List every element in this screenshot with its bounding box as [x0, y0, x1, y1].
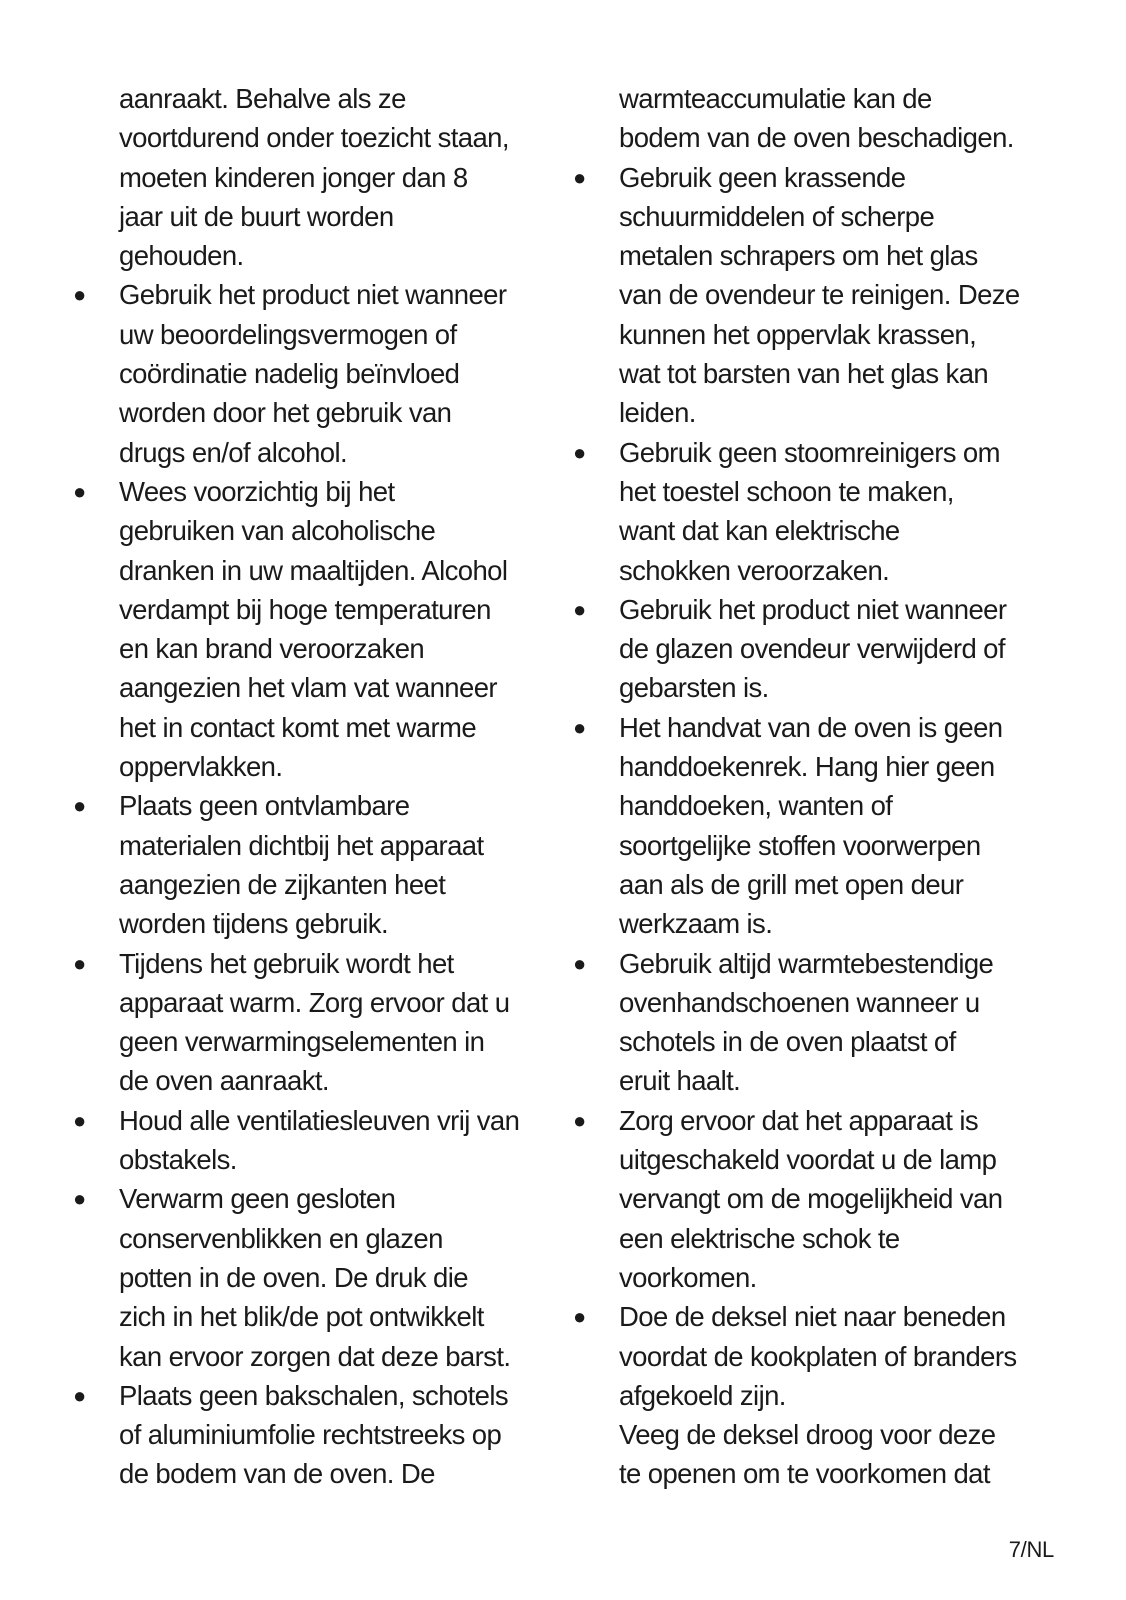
line-text: Gebruik het product niet wanneer [119, 279, 507, 311]
text-line [70, 904, 540, 943]
text-line [70, 197, 540, 236]
line-text: Houd alle ventilatiesleuven vrij van [119, 1104, 520, 1136]
text-line [570, 826, 1060, 865]
bullet-list-item-line [570, 590, 1060, 629]
line-text: zich in het blik/de pot ontwikkelt [119, 1301, 484, 1333]
text-line [70, 1219, 540, 1258]
line-text: het toestel schoon te maken, [619, 475, 954, 507]
text-line [570, 786, 1060, 825]
text-line [570, 747, 1060, 786]
bullet-list-item-line [570, 158, 1060, 197]
line-text: coördinatie nadelig beïnvloed [119, 358, 460, 390]
bullet-list-item-line [570, 1101, 1060, 1140]
line-text: Gebruik geen stoomreinigers om [619, 436, 1000, 468]
line-text: verdampt bij hoge temperaturen [119, 593, 491, 625]
line-text: conservenblikken en glazen [119, 1222, 443, 1254]
line-text: Gebruik het product niet wanneer [619, 593, 1007, 625]
line-text: Tijdens het gebruik wordt het [119, 947, 454, 979]
bullet-icon: ● [73, 1382, 86, 1408]
line-text: gehouden. [119, 240, 244, 272]
text-line [570, 1022, 1060, 1061]
bullet-icon: ● [73, 282, 86, 308]
text-line [70, 708, 540, 747]
text-line [70, 511, 540, 550]
text-line [570, 197, 1060, 236]
text-line [70, 433, 540, 472]
text-line [70, 1454, 540, 1493]
line-text: handdoekenrek. Hang hier geen [619, 751, 995, 783]
line-text: de oven aanraakt. [119, 1065, 329, 1097]
text-line [570, 983, 1060, 1022]
line-text: Gebruik geen krassende [619, 161, 906, 193]
line-text: gebarsten is. [619, 672, 769, 704]
line-text: wat tot barsten van het glas kan [619, 358, 989, 390]
bullet-icon: ● [573, 714, 586, 740]
bullet-list-item-line [70, 472, 540, 511]
text-line [570, 865, 1060, 904]
line-text: Plaats geen ontvlambare [119, 790, 410, 822]
text-line [70, 551, 540, 590]
line-text: Gebruik altijd warmtebestendige [619, 947, 994, 979]
bullet-icon: ● [573, 1107, 586, 1133]
line-text: voortdurend onder toezicht staan, [119, 122, 509, 154]
bullet-icon: ● [73, 950, 86, 976]
text-line [570, 1415, 1060, 1454]
line-text: te openen om te voorkomen dat [619, 1458, 990, 1490]
line-text: apparaat warm. Zorg ervoor dat u [119, 986, 510, 1018]
text-line [70, 590, 540, 629]
line-text: voordat de kookplaten of branders [619, 1340, 1017, 1372]
text-line [70, 118, 540, 157]
bullet-icon: ● [73, 478, 86, 504]
bullet-icon: ● [73, 793, 86, 819]
line-text: schokken veroorzaken. [619, 554, 890, 586]
bullet-list-item-line [570, 433, 1060, 472]
line-text: leiden. [619, 397, 696, 429]
text-line [570, 354, 1060, 393]
line-text: obstakels. [119, 1144, 237, 1176]
bullet-icon: ● [573, 596, 586, 622]
line-text: uw beoordelingsvermogen of [119, 318, 457, 350]
line-text: dranken in uw maaltijden. Alcohol [119, 554, 508, 586]
bullet-list-item-line [70, 944, 540, 983]
text-line [570, 118, 1060, 157]
bullet-list-item-line [570, 708, 1060, 747]
line-text: eruit haalt. [619, 1065, 741, 1097]
left-column [70, 79, 540, 1494]
line-text: kunnen het oppervlak krassen, [619, 318, 977, 350]
text-line [570, 1061, 1060, 1100]
text-line [70, 629, 540, 668]
line-text: Het handvat van de oven is geen [619, 711, 1003, 743]
text-line [570, 1219, 1060, 1258]
line-text: de glazen ovendeur verwijderd of [619, 633, 1005, 665]
line-text: schuurmiddelen of scherpe [619, 200, 935, 232]
line-text: gebruiken van alcoholische [119, 515, 436, 547]
line-text: aangezien de zijkanten heet [119, 868, 446, 900]
text-line [70, 747, 540, 786]
text-line [570, 275, 1060, 314]
text-line [70, 1022, 540, 1061]
line-text: een elektrische schok te [619, 1222, 900, 1254]
line-text: worden door het gebruik van [119, 397, 452, 429]
text-line [570, 668, 1060, 707]
line-text: werkzaam is. [619, 908, 773, 940]
line-text: uitgeschakeld voordat u de lamp [619, 1144, 997, 1176]
text-line [570, 472, 1060, 511]
line-text: soortgelijke stoffen voorwerpen [619, 829, 981, 861]
text-line [570, 236, 1060, 275]
text-line [570, 1140, 1060, 1179]
text-line [70, 1415, 540, 1454]
line-text: Verwarm geen gesloten [119, 1183, 396, 1215]
bullet-icon: ● [573, 950, 586, 976]
bullet-icon: ● [573, 164, 586, 190]
text-line [570, 393, 1060, 432]
text-line [70, 1061, 540, 1100]
text-line [570, 551, 1060, 590]
text-line [570, 904, 1060, 943]
line-text: potten in de oven. De druk die [119, 1261, 468, 1293]
line-text: moeten kinderen jonger dan 8 [119, 161, 468, 193]
line-text: kan ervoor zorgen dat deze barst. [119, 1340, 511, 1372]
text-line [70, 865, 540, 904]
text-line [70, 1258, 540, 1297]
line-text: Zorg ervoor dat het apparaat is [619, 1104, 978, 1136]
line-text: oppervlakken. [119, 751, 283, 783]
line-text: voorkomen. [619, 1261, 757, 1293]
line-text: aan als de grill met open deur [619, 868, 964, 900]
text-line [570, 1179, 1060, 1218]
text-line [70, 158, 540, 197]
line-text: aangezien het vlam vat wanneer [119, 672, 497, 704]
text-line [570, 629, 1060, 668]
bullet-list-item-line [70, 786, 540, 825]
text-line [570, 1376, 1060, 1415]
line-text: jaar uit de buurt worden [119, 200, 394, 232]
line-text: materialen dichtbij het apparaat [119, 829, 484, 861]
text-line [70, 315, 540, 354]
text-line [570, 1454, 1060, 1493]
bullet-icon: ● [73, 1186, 86, 1212]
text-line [570, 1258, 1060, 1297]
text-line [70, 1140, 540, 1179]
line-text: ovenhandschoenen wanneer u [619, 986, 980, 1018]
bullet-list-item-line [70, 1376, 540, 1415]
line-text: Veeg de deksel droog voor deze [619, 1419, 996, 1451]
right-column [570, 79, 1060, 1494]
line-text: Plaats geen bakschalen, schotels [119, 1379, 508, 1411]
text-line [70, 1297, 540, 1336]
line-text: aanraakt. Behalve als ze [119, 83, 406, 114]
line-text: de bodem van de oven. De [119, 1458, 435, 1490]
bullet-list-item-line [70, 275, 540, 314]
text-line [70, 668, 540, 707]
line-text: warmteaccumulatie kan de [619, 83, 932, 114]
line-text: vervangt om de mogelijkheid van [619, 1183, 1003, 1215]
bullet-icon: ● [573, 439, 586, 465]
bullet-icon: ● [73, 1107, 86, 1133]
line-text: bodem van de oven beschadigen. [619, 122, 1014, 154]
line-text: en kan brand veroorzaken [119, 633, 425, 665]
bullet-list-item-line [570, 944, 1060, 983]
text-line [70, 1337, 540, 1376]
text-line [70, 79, 540, 118]
line-text: handdoeken, wanten of [619, 790, 893, 822]
line-text: metalen schrapers om het glas [619, 240, 978, 272]
line-text: Doe de deksel niet naar beneden [619, 1301, 1006, 1333]
line-text: drugs en/of alcohol. [119, 436, 348, 468]
bullet-list-item-line [570, 1297, 1060, 1336]
text-line [570, 79, 1060, 118]
page-number: 7/NL [1008, 1537, 1054, 1562]
line-text: of aluminiumfolie rechtstreeks op [119, 1419, 502, 1451]
line-text: worden tijdens gebruik. [119, 908, 389, 940]
text-line [570, 1337, 1060, 1376]
line-text: schotels in de oven plaatst of [619, 1026, 956, 1058]
text-line [570, 315, 1060, 354]
bullet-list-item-line [70, 1179, 540, 1218]
text-line [70, 354, 540, 393]
text-line [70, 826, 540, 865]
line-text: geen verwarmingselementen in [119, 1026, 485, 1058]
text-line [70, 983, 540, 1022]
text-line [570, 511, 1060, 550]
bullet-list-item-line [70, 1101, 540, 1140]
line-text: Wees voorzichtig bij het [119, 475, 395, 507]
line-text: van de ovendeur te reinigen. Deze [619, 279, 1020, 311]
line-text: het in contact komt met warme [119, 711, 477, 743]
text-line [70, 393, 540, 432]
bullet-icon: ● [573, 1304, 586, 1330]
line-text: want dat kan elektrische [619, 515, 900, 547]
text-line [70, 236, 540, 275]
line-text: afgekoeld zijn. [619, 1379, 786, 1411]
